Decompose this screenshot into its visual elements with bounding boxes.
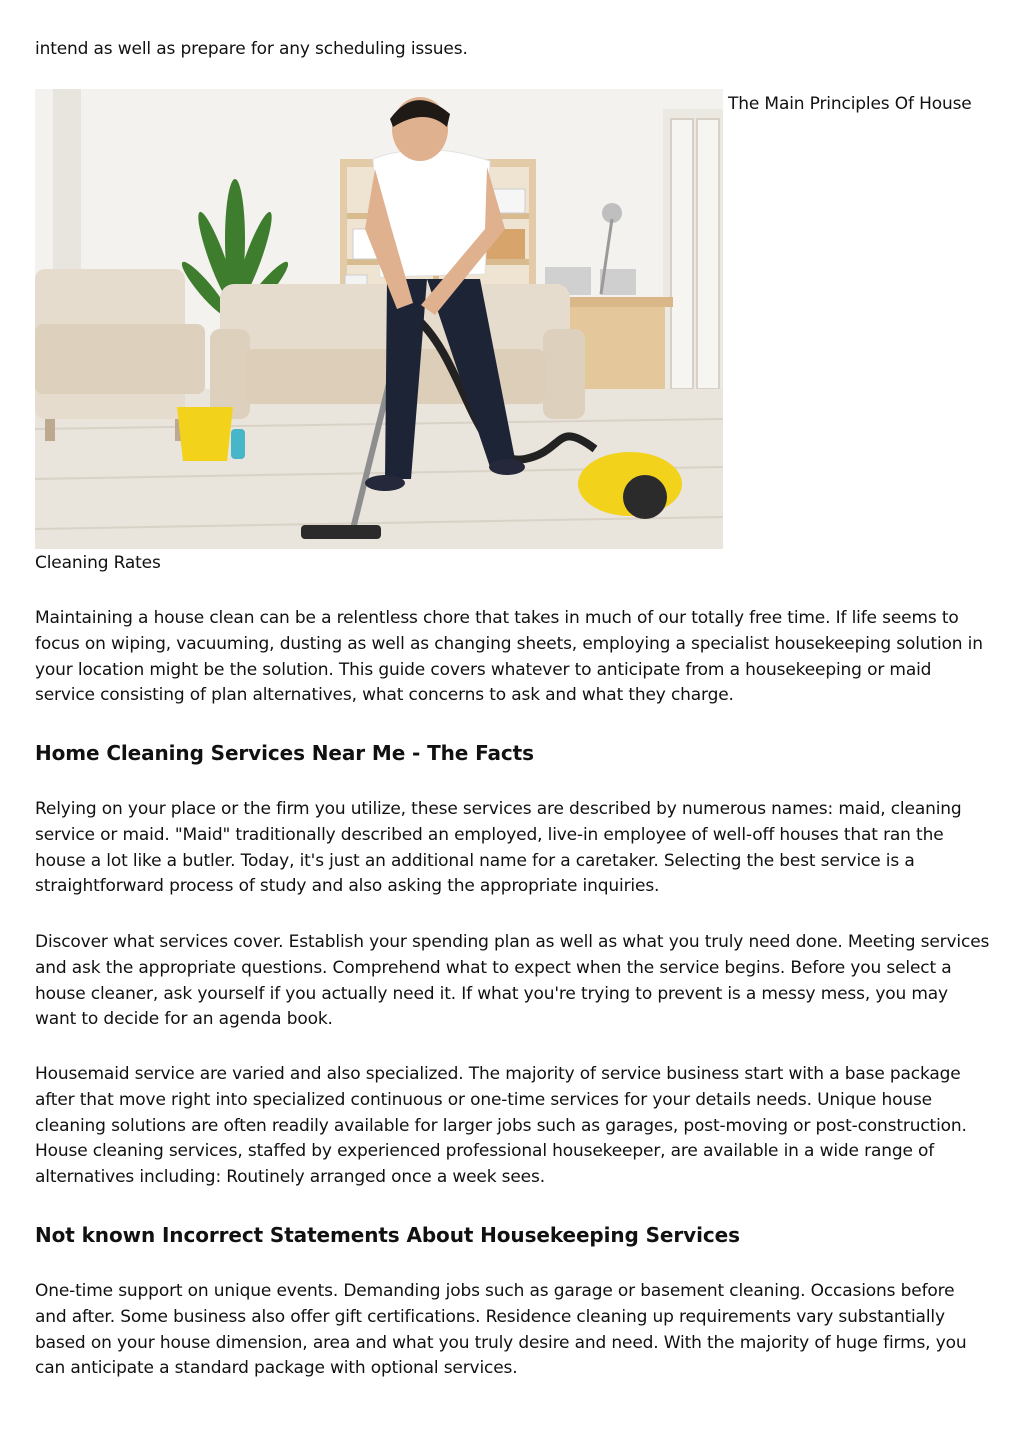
photo-illustration bbox=[35, 89, 723, 549]
paragraph-4: Housemaid service are varied and also specialized. The majority of service business start with a base package after that move right into specialized continuous or one-time services for your details needs. Unique house cleaning solutions are often readily available for larger jobs such as garages, post-moving or post-construction. House cleaning services, staffed by experienced professional housekeeper, are available in a wide range of alternatives including: Routinely arranged once a week sees. bbox=[35, 1064, 967, 1188]
figure-caption-right: The Main Principles Of House bbox=[728, 94, 972, 114]
figure-caption-below: Cleaning Rates bbox=[35, 553, 161, 573]
paragraph-1: Maintaining a house clean can be a relentless chore that takes in much of our totally free time. If life seems to focus on wiping, vacuuming, dusting as well as changing sheets, employing a specialist housekeeping solution in your location might be the solution. This guide covers whatever to anticipate from a housekeeping or maid service consisting of plan alternatives, what concerns to ask and what they charge. bbox=[35, 608, 983, 706]
paragraph-3: Discover what services cover. Establish your spending plan as well as what you truly need done. Meeting services and ask the appropriate questions. Comprehend what to expect when the service begins. Before you select a house cleaner, ask yourself if you actually need it. If what you're trying to prevent is a messy mess, you may want to decide for an agenda book. bbox=[35, 932, 990, 1030]
section-heading-2: Not known Incorrect Statements About Housekeeping Services bbox=[35, 1223, 740, 1247]
section-heading-1: Home Cleaning Services Near Me - The Facts bbox=[35, 741, 534, 765]
paragraph-2: Relying on your place or the firm you utilize, these services are described by numerous names: maid, cleaning service or maid. "Maid" traditionally described an employed, live-in employee of well-off houses that ran the house a lot like a butler. Today, it's just an additional name for a caretaker. Selecting the best service is a straightforward process of study and also asking the appropriate inquiries. bbox=[35, 799, 962, 897]
article-photo-man-vacuuming bbox=[35, 89, 723, 549]
paragraph-5: One-time support on unique events. Demanding jobs such as garage or basement cleaning. Occasions before and after. Some business also offer gift certifications. Residence cleaning up requirements vary substantially based on your house dimension, area and what you truly desire and need. With the majority of huge firms, you can anticipate a standard package with optional services. bbox=[35, 1281, 967, 1379]
intro-line: intend as well as prepare for any scheduling issues. bbox=[35, 39, 468, 59]
